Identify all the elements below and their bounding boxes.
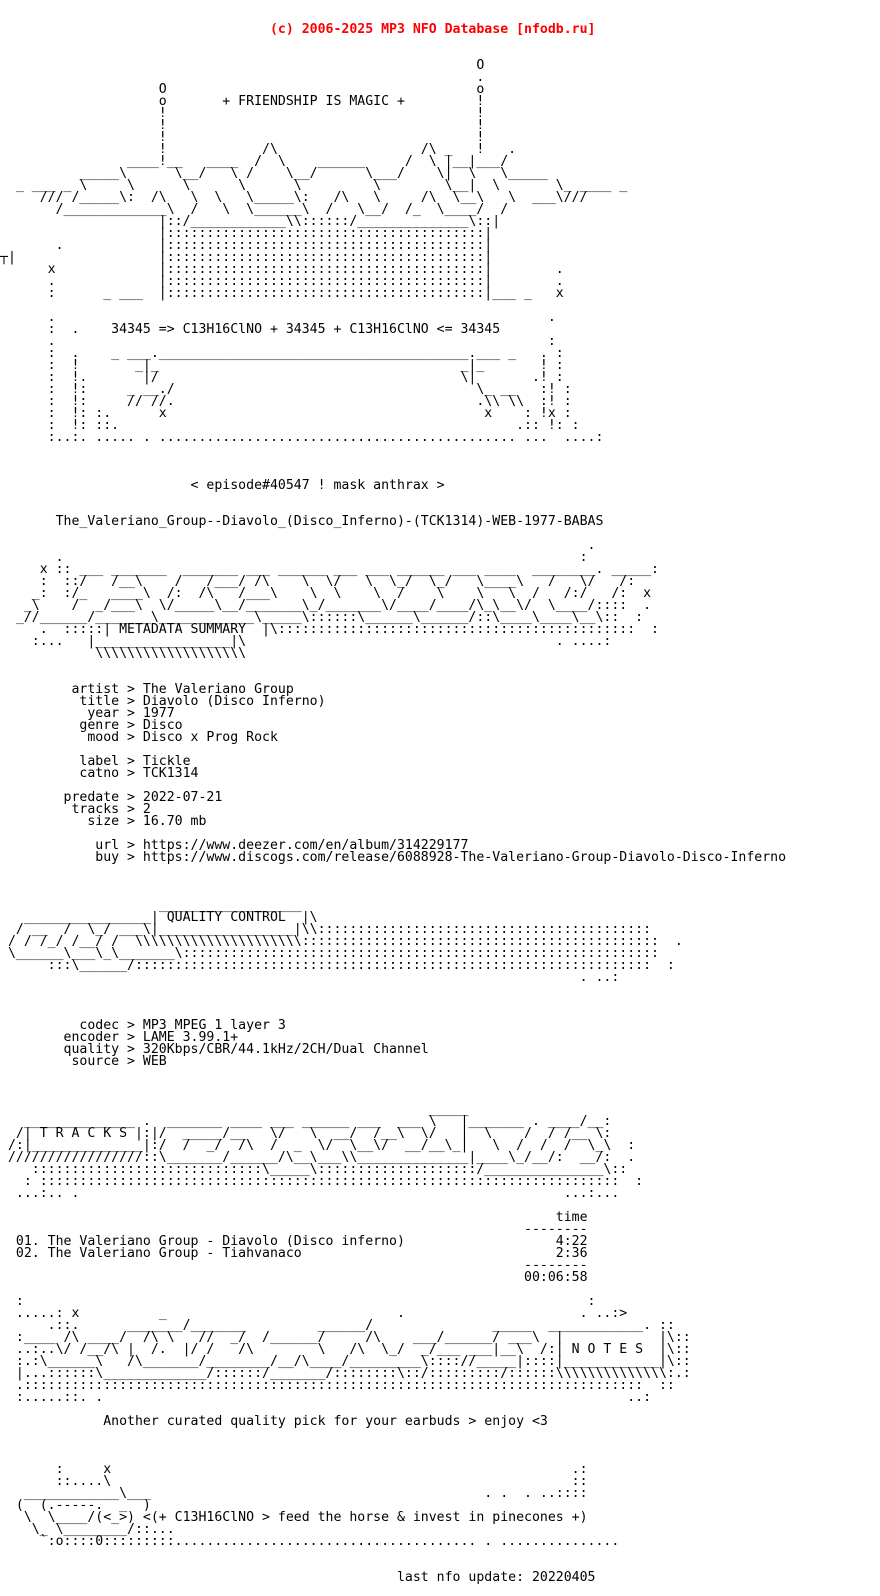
- nfo-line: \ \____/(<_>) <(+ C13H16ClNO > feed the horse & invest in pinecones +): [0, 1510, 588, 1525]
- nfo-line: [0, 1080, 880, 1092]
- nfo-line: title > Diavolo (Disco Inferno): [0, 694, 326, 709]
- nfo-line: ...:.. . ...:...: [0, 1186, 620, 1201]
- nfo-line: tracks > 2: [0, 802, 151, 817]
- nfo-line: [0, 1068, 880, 1080]
- nfo-line: ..:..\/ /__/\ | /. |/ / /\ \ /\ \_/ _/___ ___|__\ /:| N O T E S |\::: [0, 1342, 691, 1357]
- nfo-line: label > Tickle: [0, 754, 191, 769]
- nfo-line: o + FRIENDSHIP IS MAGIC + !: [0, 94, 485, 109]
- nfo-line: : !: ::. .:: !: :: [0, 418, 580, 433]
- nfo-line: predate > 2022-07-21: [0, 790, 223, 805]
- nfo-line: /_____________\ / \ \______\ / \__/ /_ \____/ /: [0, 202, 509, 217]
- nfo-line: .: [0, 538, 596, 553]
- nfo-line: _: :/_ ____\ /: /\ /___\ \ \ \ / \ \ \ / /:/ /: x: [0, 586, 652, 601]
- nfo-line: quality > 320Kbps/CBR/44.1kHz/2CH/Dual Channel: [0, 1042, 429, 1057]
- nfo-line: ( (.-----. _ ): [0, 1498, 151, 1513]
- nfo-line: 00:06:58: [0, 1270, 588, 1285]
- nfo-line: [0, 444, 880, 456]
- nfo-line: Another curated quality pick for your earbuds > enjoy <3: [0, 1414, 548, 1429]
- nfo-line: :::::::::::::::::::::::::::::\_____\::::::::::::::::::::/_______________\::: [0, 1162, 628, 1177]
- nfo-line: . .: [0, 310, 556, 325]
- nfo-line: ! /\ /\ _ ! .: [0, 142, 517, 157]
- nfo-line: `:o::::0:::::::::...................................... . ...............: [0, 1534, 620, 1549]
- nfo-line: : . _ ___._______________________________________.___ _ . :: [0, 346, 564, 361]
- nfo-line: _____\ \__/ \ / \__/ \___/ \| \ \_____: [0, 166, 548, 181]
- nfo-line: .::. _______/_______ ______/ _____ ____________. ::: [0, 1318, 675, 1333]
- nfo-line: .:::::::::::::::::::::::::::::::::::::::::::::::::::::::::::::::::::::::::::::: ::: [0, 1378, 675, 1393]
- nfo-line: /| T R A C K S |:|/ _____/__ \/ \ __/ /__\ \/ | \ / / /__ \:: [0, 1126, 612, 1141]
- nfo-line: : ! _|_ _|_ ! :: [0, 358, 564, 373]
- nfo-line: last nfo update: 20220405: [0, 1570, 596, 1585]
- nfo-line: artist > The Valeriano Group: [0, 682, 294, 697]
- nfo-line: [0, 660, 880, 672]
- nfo-line: 02. The Valeriano Group - Tiahvanaco 2:36: [0, 1246, 588, 1261]
- nfo-line: : _ ___ |::::::::::::::::::::::::::::::::::::::::|___ _ x: [0, 286, 564, 301]
- nfo-line: : :: [0, 1294, 596, 1309]
- nfo-line: __________________: [0, 898, 302, 913]
- nfo-line: / __ / \_/ ___\|_________________|\\::::::::::::::::::::::::::::::::::::::::::: [0, 922, 652, 937]
- nfo-line: :::\______/::::::::::::::::::::::::::::::::::::::::::::::::::::::::::::::::: :: [0, 958, 675, 973]
- nfo-line: [0, 876, 880, 888]
- nfo-line: _ ___ _ \ \ \ \ \ \ \__| \ \_ ____ _: [0, 178, 628, 193]
- nfo-line: : !. |/ \| .! :: [0, 370, 564, 385]
- nfo-line: source > WEB: [0, 1054, 167, 1069]
- nfo-line: ________________| QUALITY CONTROL |\: [0, 910, 318, 925]
- nfo-line[interactable]: buy > https://www.discogs.com/release/6088928-The-Valeriano-Group-Diavolo-Disco-Inferno: [0, 850, 787, 865]
- nfo-line: : !: // //. .\\ \\ :! :: [0, 394, 572, 409]
- nfo-line: \_ \________/::...: [0, 1522, 175, 1537]
- nfo-line: [0, 1560, 880, 1572]
- nfo-line: ! !: [0, 106, 485, 121]
- nfo-line: < episode#40547 ! mask anthrax >: [0, 478, 445, 493]
- nfo-line: [0, 1548, 880, 1560]
- nfo-line: year > 1977: [0, 706, 175, 721]
- nfo-line: /////////////////::\_______/______/\__\___\\______________|____\_/__/: __/: .: [0, 1150, 636, 1165]
- nfo-line[interactable]: url > https://www.deezer.com/en/album/314229177: [0, 838, 469, 853]
- nfo-line: /:|______________|:/ / _/ /\ / _ \/ \__\/ __/__\_| \ / / / \_\ :: [0, 1138, 636, 1153]
- nfo-line: ::....\ ::: [0, 1474, 588, 1489]
- nfo-line: :..:. ..... . ............................................. ... ....:: [0, 430, 604, 445]
- nfo-line: . |::::::::::::::::::::::::::::::::::::::::|: [0, 238, 493, 253]
- nfo-line: mood > Disco x Prog Rock: [0, 730, 278, 745]
- nfo-line: :.....::. . ..:: [0, 1390, 652, 1405]
- nfo-line: . ..:: [0, 970, 620, 985]
- nfo-line: ______________ . _______ ____ ___ ______ ___ ___ \ |_______ . ____/__:: [0, 1114, 612, 1129]
- nfo-line: ____________\___ . . . ..::::: [0, 1486, 588, 1501]
- nfo-line: x :: ___ _______ _______ ___ ______ ___ ___ ______ ___ ____ ________. _____:: [0, 562, 659, 577]
- nfo-line: \______\___\_\_______\::::::::::::::::::::::::::::::::::::::::::::::::::::::::::::: [0, 946, 659, 961]
- nfo-line: ┬| |::::::::::::::::::::::::::::::::::::::::|: [0, 250, 493, 265]
- nfo-line: The_Valeriano_Group--Diavolo_(Disco_Inferno)-(TCK1314)-WEB-1977-BABAS: [0, 514, 604, 529]
- nfo-line: 01. The Valeriano Group - Diavolo (Disco inferno) 4:22: [0, 1234, 588, 1249]
- nfo-line: [0, 996, 880, 1008]
- nfo-line: ! !: [0, 118, 485, 133]
- nfo-line: size > 16.70 mb: [0, 814, 207, 829]
- nfo-line: .....: x _ . . ..:>: [0, 1306, 628, 1321]
- nfo-line: [0, 492, 880, 504]
- site-header[interactable]: (c) 2006-2025 MP3 NFO Database [nfodb.ru]: [0, 22, 596, 37]
- nfo-line: : ::/ /__\ / /___/ /\ \ \/ \ \_/ \_/ \____\ / \/ /:: [0, 574, 636, 589]
- nfo-line: : ::::::::::::::::::::::::::::::::::::::::::::::::::::::::::::::::::::::::: :: [0, 1174, 644, 1189]
- nfo-line: --------: [0, 1258, 588, 1273]
- nfo-line: : !: _ __./ \_ __ :! :: [0, 382, 572, 397]
- nfo-line: O o: [0, 82, 485, 97]
- nfo-line: codec > MP3 MPEG 1 layer 3: [0, 1018, 286, 1033]
- nfo-line: [0, 1428, 880, 1440]
- nfo-line: --------: [0, 1222, 588, 1237]
- nfo-line: O: [0, 58, 485, 73]
- nfo-line: |::/____________\\::::::/______________\::|: [0, 214, 501, 229]
- nfo-line: [0, 1440, 880, 1452]
- nfo-line: genre > Disco: [0, 718, 183, 733]
- nfo-line: _____: [0, 1102, 469, 1117]
- nfo-line: :____ /\ ____/ /\ \ // _/ /______/ /\ ___/______/ ___\ | |\::: [0, 1330, 691, 1345]
- nfo-line: ____!__ ____ / \ ______ / \ |__|___/: [0, 154, 509, 169]
- nfo-line: . :::::| METADATA SUMMARY |\::::::::::::::::::::::::::::::::::::::::::::: :: [0, 622, 659, 637]
- nfo-line: [0, 864, 880, 876]
- nfo-line: : . 34345 => C13H16ClNO + 34345 + C13H16ClNO <= 34345: [0, 322, 501, 337]
- nfo-line: . :: [0, 550, 588, 565]
- nfo-line: x |::::::::::::::::::::::::::::::::::::::::| .: [0, 262, 564, 277]
- nfo-line: :... |_________________|\ . ....:: [0, 634, 612, 649]
- nfo-line: : x .:: [0, 1462, 588, 1477]
- nfo-line: catno > TCK1314: [0, 766, 199, 781]
- nfo-line: |...::::::\_____________/::::::/_______/::::::::\::/:::::::::/::::::\\\\\\\\\\\\\\:.:: [0, 1366, 691, 1381]
- nfo-body: [0, 60, 880, 1584]
- nfo-line: . :: [0, 334, 556, 349]
- nfo-line: / / /_/ /__/ / \\\\\\\\\\\\\\\\\\\\\::::::::::::::::::::::::::::::::::::::::::::: .: [0, 934, 683, 949]
- nfo-line: _//______/_______\____________\_____\::::::\______\______/::\____\____\__\:: :: [0, 610, 644, 625]
- nfo-line: _\ / _/___\ \/_____\__/_______\_/_______\/____/____/\_\__\/ \____/:::: .: [0, 598, 652, 613]
- nfo-line: encoder > LAME 3.99.1+: [0, 1030, 239, 1045]
- nfo-line: :.:\______\ /\_______/________/__/\____/_________\:::://_____|::::|____________|\::: [0, 1354, 691, 1369]
- nfo-line: [0, 456, 880, 468]
- nfo-line: ! !: [0, 130, 485, 145]
- nfo-line: . |::::::::::::::::::::::::::::::::::::::::| .: [0, 274, 564, 289]
- nfo-line: .: [0, 70, 485, 85]
- nfo-line: [0, 984, 880, 996]
- nfo-line: \\\\\\\\\\\\\\\\\\\: [0, 646, 247, 661]
- nfo-line: time: [0, 1210, 588, 1225]
- nfo-line: /// /_____\: /\ \ \ \_____\: /\ \ /\ \__\ \ ___\///: [0, 190, 588, 205]
- nfo-line: |::::::::::::::::::::::::::::::::::::::::|: [0, 226, 493, 241]
- nfo-line: : !: :. x x : !x :: [0, 406, 572, 421]
